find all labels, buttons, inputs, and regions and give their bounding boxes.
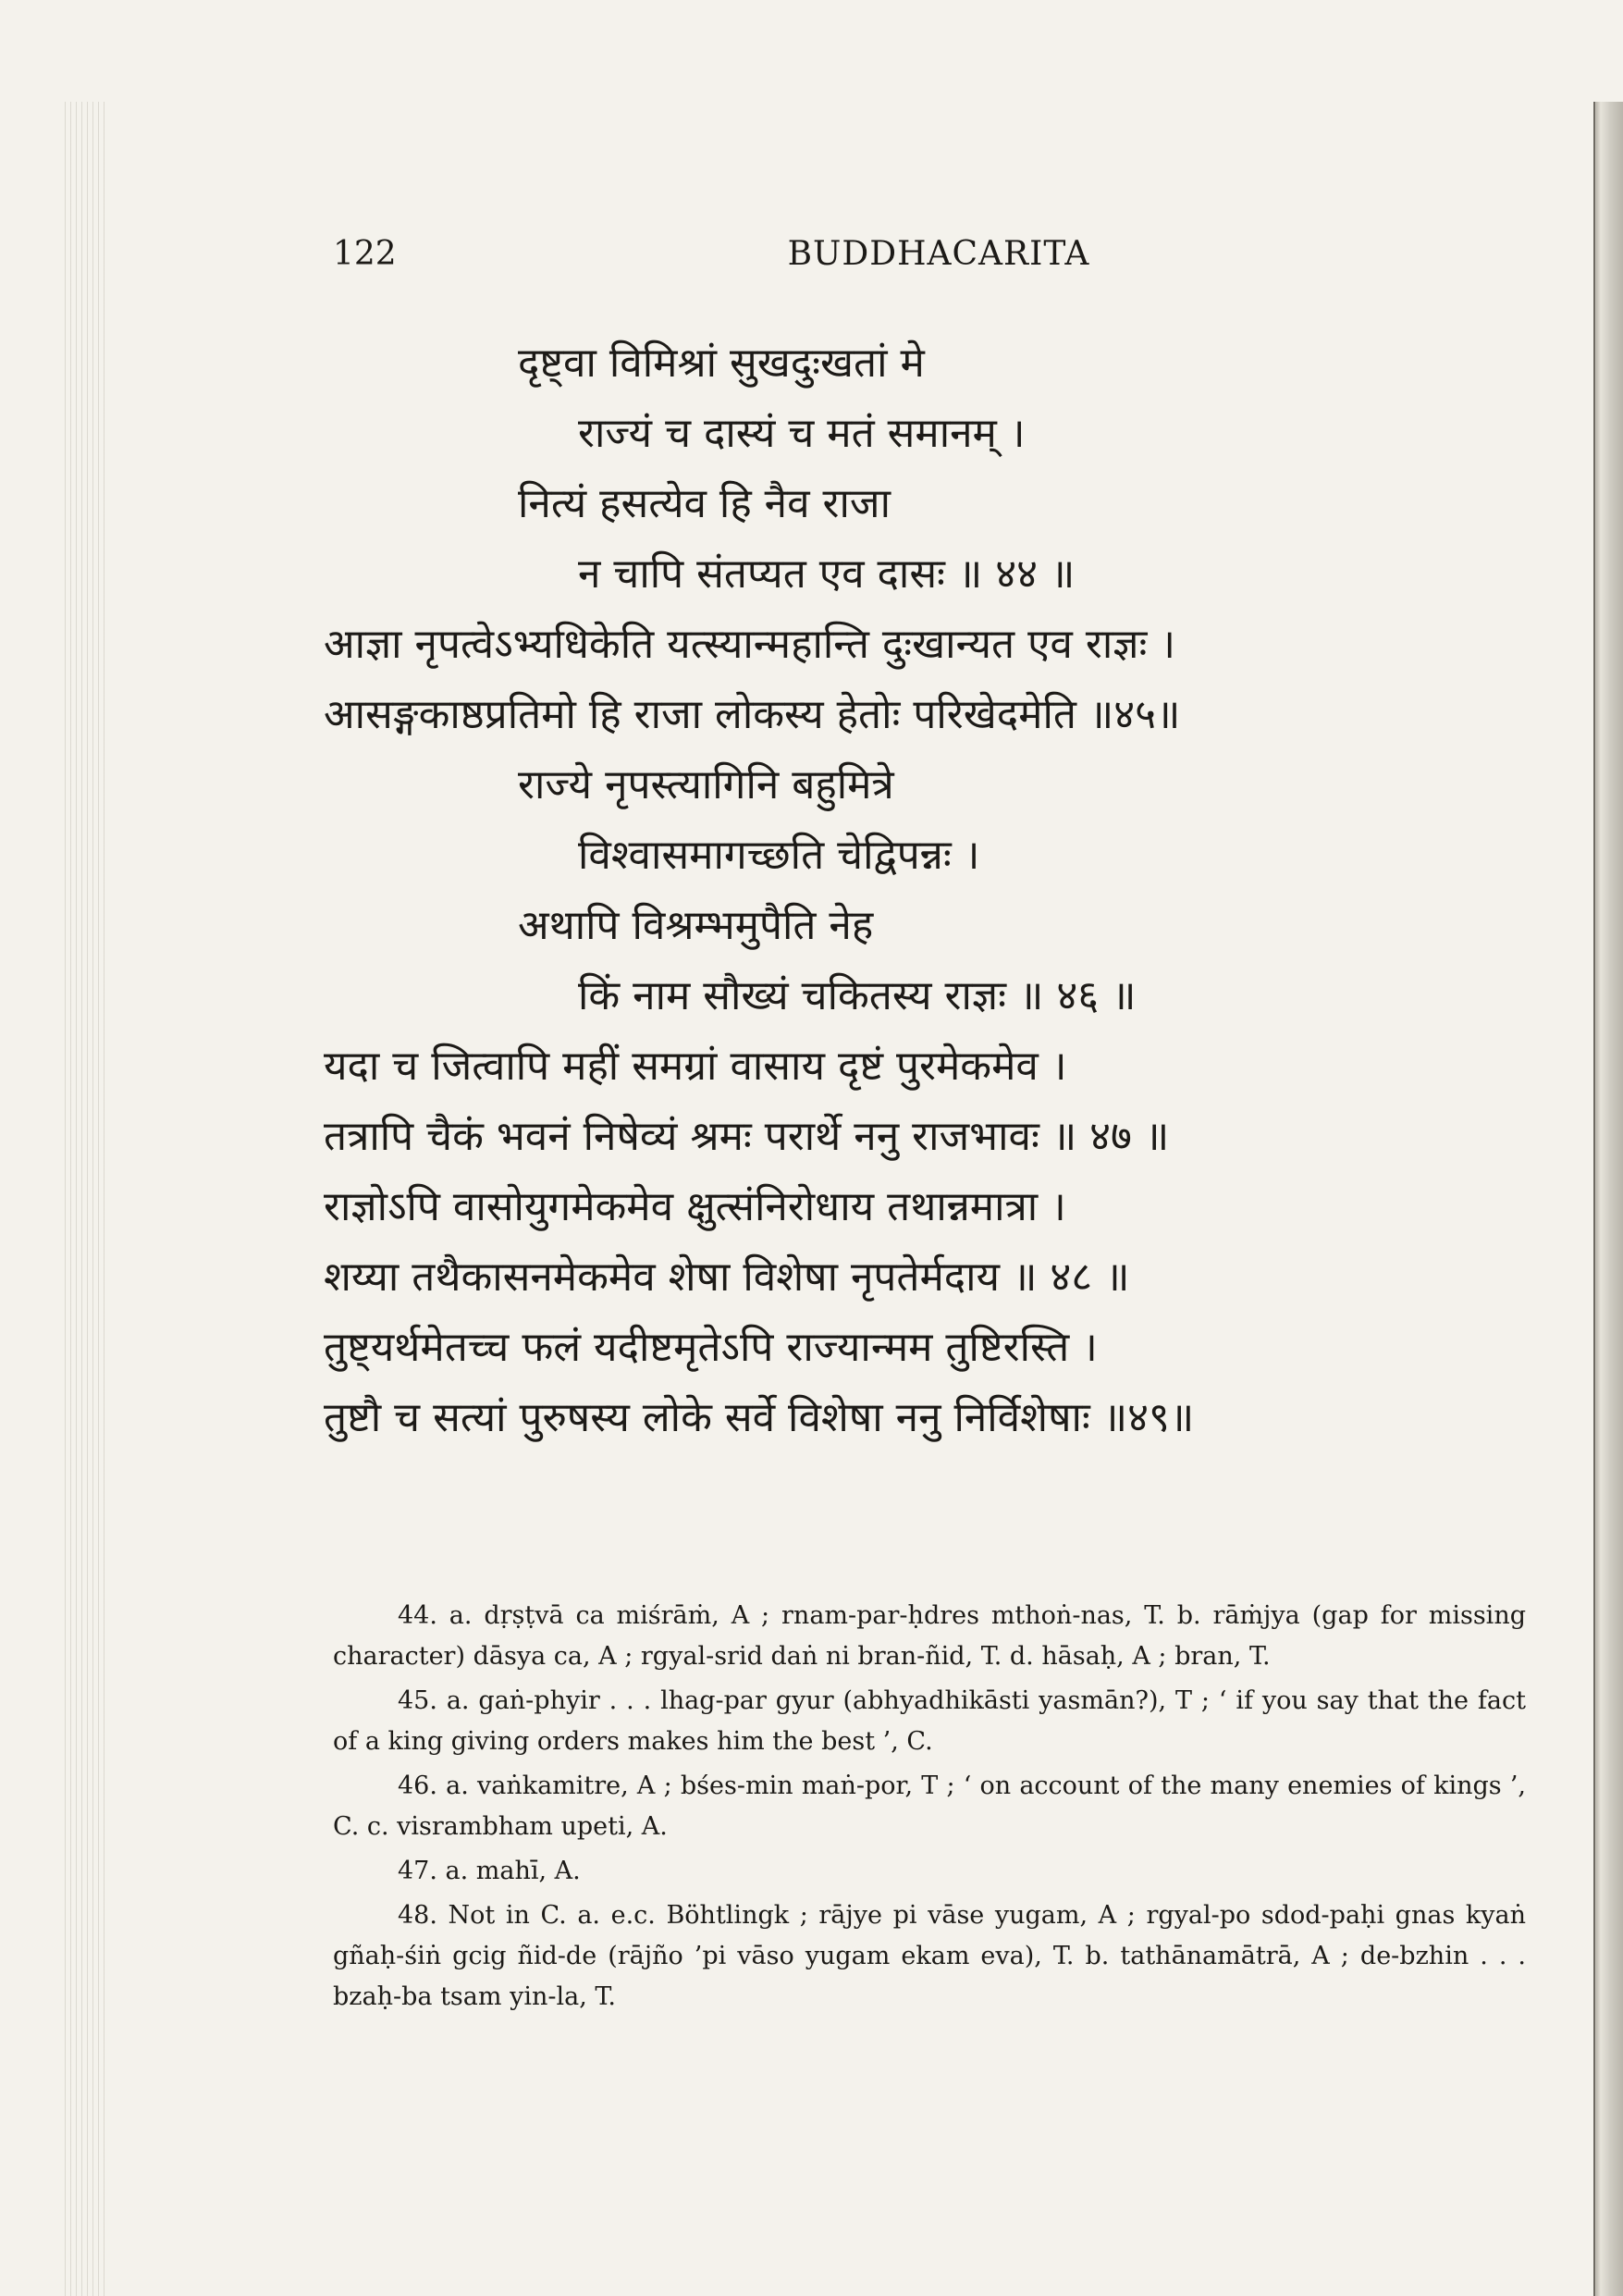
verse-line: शय्या तथैकासनमेकमेव शेषा विशेषा नृपतेर्मदाय ॥ ४८ ॥ xyxy=(324,1253,1130,1301)
footnote-44: 44. a. dṛṣṭvā ca miśrāṁ, A ; rnam-par-ḥdres mthoṅ-nas, T. b. rāṁjya (gap for missing character) dāsya ca, A ; rgyal-srid daṅ ni bran-ñid, T. d. hāsaḥ, A ; bran, T. xyxy=(333,1601,1526,1671)
verse-line: राज्यं च दास्यं च मतं समानम् । xyxy=(578,410,1026,457)
verse-line: नित्यं हसत्येव हि नैव राजा xyxy=(518,480,891,527)
sanskrit-verses xyxy=(324,328,1554,1453)
verse-line: आसङ्गकाष्ठप्रतिमो हि राजा लोकस्य हेतोः परिखेदमेति ॥४५॥ xyxy=(324,691,1181,738)
verse-line: राज्ञोऽपि वासोयुगमेकमेव क्षुत्संनिरोधाय तथान्नमात्रा । xyxy=(324,1183,1066,1230)
footnotes xyxy=(333,1596,1526,2021)
footnote-48: 48. Not in C. a. e.c. Böhtlingk ; rājye pi vāse yugam, A ; rgyal-po sdod-paḥi gnas kyaṅ gñaḥ-śiṅ gcig ñid-de (rājño ’pi vāso yugam ekam eva), T. b. tathānamātrā, A ; de-bzhin . . . bzaḥ-ba tsam yin-la, T. xyxy=(333,1901,1526,2011)
verse-line: आज्ञा नृपत्वेऽभ्यधिकेति यत्स्यान्महान्ति दुःखान्यत एव राज्ञः । xyxy=(324,621,1176,668)
verse-line: तुष्टौ च सत्यां पुरुषस्य लोके सर्वे विशेषा ननु निर्विशेषाः ॥४९॥ xyxy=(324,1394,1195,1441)
page-header xyxy=(333,231,1544,287)
verse-line: दृष्ट्वा विमिश्रां सुखदुःखतां मे xyxy=(518,339,925,387)
verse-line: यदा च जित्वापि महीं समग्रां वासाय दृष्टं पुरमेकमेव । xyxy=(324,1043,1067,1090)
running-title: BUDDHACARITA xyxy=(787,235,1090,273)
verse-line: न चापि संतप्यत एव दासः ॥ ४४ ॥ xyxy=(578,550,1076,598)
footnote-46: 46. a. vaṅkamitre, A ; bśes-min maṅ-por, T ; ‘ on account of the many enemies of kings ’, C. c. visrambham upeti, A. xyxy=(333,1771,1526,1841)
verse-line: अथापि विश्रम्भमुपैति नेह xyxy=(518,902,874,949)
verse-line: राज्ये नृपस्त्यागिनि बहुमित्रे xyxy=(518,761,894,809)
footnote-45: 45. a. gaṅ-phyir . . . lhag-par gyur (abhyadhikāsti yasmān?), T ; ‘ if you say that the fact of a king giving orders makes him the best ’, C. xyxy=(333,1686,1526,1756)
page-right-rule xyxy=(1593,102,1595,2296)
verse-line: तत्रापि चैकं भवनं निषेव्यं श्रमः परार्थे ननु राजभावः ॥ ४७ ॥ xyxy=(324,1113,1170,1160)
page-right-edge xyxy=(1593,102,1623,2296)
page-binding-edge xyxy=(65,102,107,2296)
verse-line: विश्वासमागच्छति चेद्विपन्नः । xyxy=(578,832,980,879)
footnote-47: 47. a. mahī, A. xyxy=(398,1857,581,1885)
verse-line: किं नाम सौख्यं चकितस्य राज्ञः ॥ ४६ ॥ xyxy=(578,972,1137,1019)
verse-line: तुष्ट्यर्थमेतच्च फलं यदीष्टमृतेऽपि राज्यान्मम तुष्टिरस्ति । xyxy=(324,1324,1098,1371)
page-number: 122 xyxy=(333,235,397,273)
